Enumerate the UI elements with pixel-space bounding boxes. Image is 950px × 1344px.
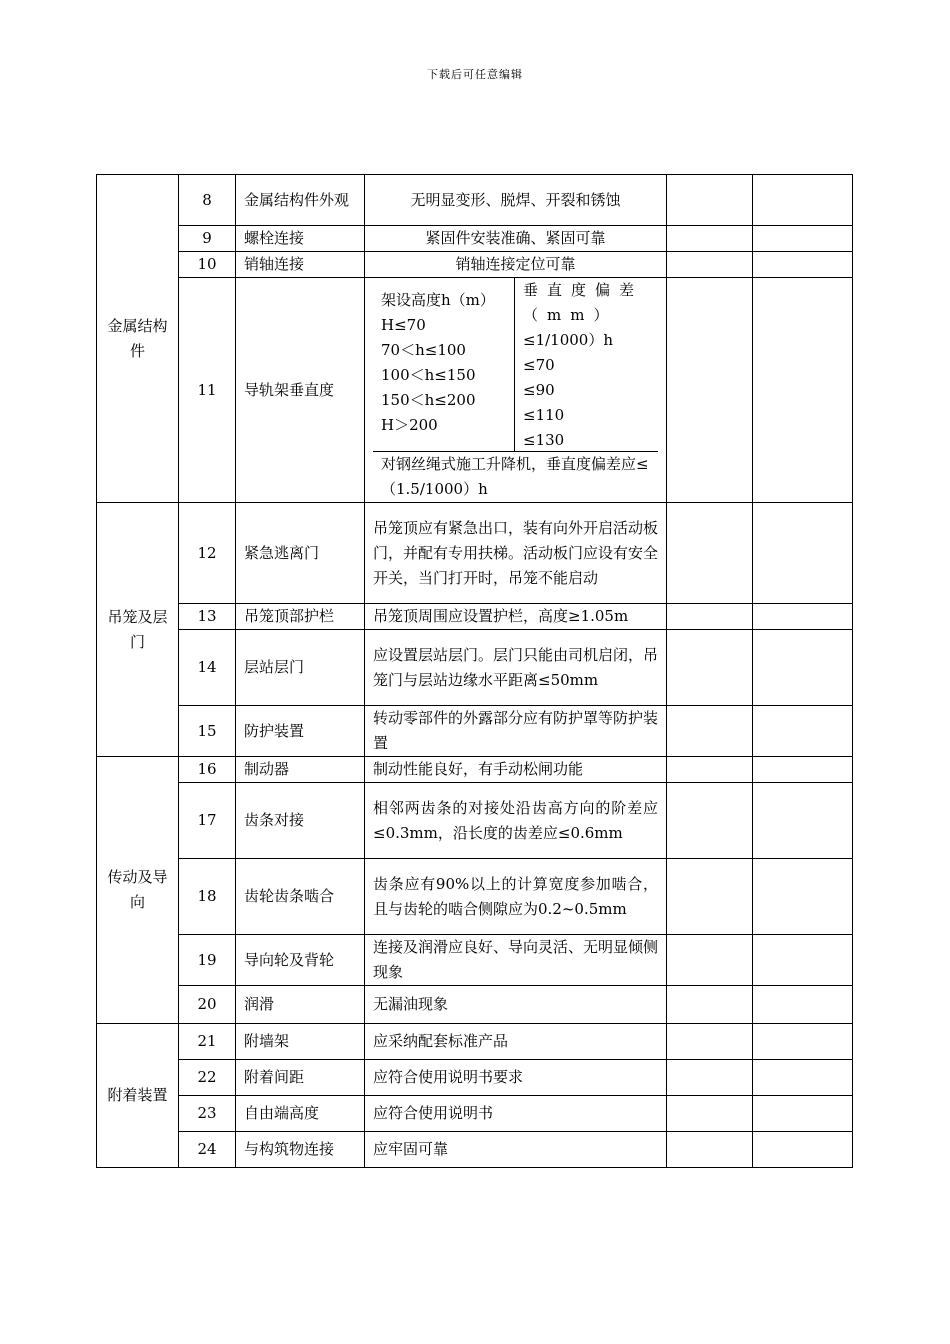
item-name: 层站层门 <box>236 630 365 706</box>
wire-rope-note: 对钢丝绳式施工升降机，垂直度偏差应≤（1.5/1000）h <box>373 451 658 502</box>
item-number: 16 <box>179 757 236 783</box>
height-value: H＞200 <box>381 416 438 434</box>
remark-cell <box>753 630 853 706</box>
result-cell <box>667 175 753 226</box>
item-number: 24 <box>179 1132 236 1168</box>
requirement-text: 制动性能良好，有手动松闸功能 <box>365 757 667 783</box>
remark-cell <box>753 1132 853 1168</box>
item-number: 12 <box>179 503 236 604</box>
item-number: 22 <box>179 1060 236 1096</box>
verticality-requirement <box>365 278 667 503</box>
result-cell <box>667 859 753 935</box>
requirement-text: 无漏油现象 <box>365 986 667 1024</box>
item-name: 齿轮齿条啮合 <box>236 859 365 935</box>
item-name: 金属结构件外观 <box>236 175 365 226</box>
deviation-value: ≤110 <box>523 406 565 424</box>
height-value: H≤70 <box>381 316 426 334</box>
item-name: 制动器 <box>236 757 365 783</box>
table-row <box>97 706 853 757</box>
item-name: 螺栓连接 <box>236 226 365 252</box>
item-name: 与构筑物连接 <box>236 1132 365 1168</box>
item-number: 9 <box>179 226 236 252</box>
remark-cell <box>753 278 853 503</box>
item-name: 导向轮及背轮 <box>236 935 365 986</box>
requirement-text: 应设置层站层门。层门只能由司机启闭，吊笼门与层站边缘水平距离≤50mm <box>365 630 667 706</box>
deviation-value: ≤1/1000）h <box>523 331 614 349</box>
result-cell <box>667 1024 753 1060</box>
table-row <box>97 757 853 783</box>
remark-cell <box>753 783 853 859</box>
height-value: 70＜h≤100 <box>381 341 466 359</box>
remark-cell <box>753 757 853 783</box>
remark-cell <box>753 859 853 935</box>
requirement-text: 应牢固可靠 <box>365 1132 667 1168</box>
item-number: 23 <box>179 1096 236 1132</box>
result-cell <box>667 1096 753 1132</box>
remark-cell <box>753 935 853 986</box>
category-cell: 金属结构件 <box>97 175 179 503</box>
result-cell <box>667 986 753 1024</box>
item-number: 18 <box>179 859 236 935</box>
deviation-value: ≤70 <box>523 356 555 374</box>
deviation-title: 垂直度偏差（mm） <box>523 281 644 324</box>
table-row <box>97 1024 853 1060</box>
header-note: 下载后可任意编辑 <box>427 68 523 81</box>
remark-cell <box>753 1060 853 1096</box>
table-row <box>97 630 853 706</box>
table-row <box>97 859 853 935</box>
table-row <box>97 1132 853 1168</box>
table-row <box>97 1096 853 1132</box>
item-name: 防护装置 <box>236 706 365 757</box>
result-cell <box>667 604 753 630</box>
item-name: 紧急逃离门 <box>236 503 365 604</box>
deviation-value: ≤130 <box>523 431 565 449</box>
remark-cell <box>753 604 853 630</box>
table-row <box>97 278 853 503</box>
item-number: 13 <box>179 604 236 630</box>
category-cell: 附着装置 <box>97 1024 179 1168</box>
category-cell: 吊笼及层门 <box>97 503 179 757</box>
requirement-text: 应符合使用说明书要求 <box>365 1060 667 1096</box>
result-cell <box>667 252 753 278</box>
table-row <box>97 604 853 630</box>
item-number: 15 <box>179 706 236 757</box>
inspection-table <box>96 174 853 1168</box>
item-name: 导轨架垂直度 <box>236 278 365 503</box>
item-name: 吊笼顶部护栏 <box>236 604 365 630</box>
item-name: 齿条对接 <box>236 783 365 859</box>
item-name: 附墙架 <box>236 1024 365 1060</box>
category-cell: 传动及导向 <box>97 757 179 1024</box>
height-value: 150＜h≤200 <box>381 391 476 409</box>
item-number: 11 <box>179 278 236 503</box>
item-number: 17 <box>179 783 236 859</box>
requirement-text: 应符合使用说明书 <box>365 1096 667 1132</box>
item-number: 20 <box>179 986 236 1024</box>
requirement-text: 无明显变形、脱焊、开裂和锈蚀 <box>365 175 667 226</box>
table-row <box>97 1060 853 1096</box>
requirement-text: 应采纳配套标准产品 <box>365 1024 667 1060</box>
requirement-text: 转动零部件的外露部分应有防护罩等防护装置 <box>365 706 667 757</box>
table-row <box>97 935 853 986</box>
remark-cell <box>753 226 853 252</box>
remark-cell <box>753 986 853 1024</box>
table-row <box>97 986 853 1024</box>
table-row <box>97 175 853 226</box>
remark-cell <box>753 1024 853 1060</box>
remark-cell <box>753 706 853 757</box>
result-cell <box>667 1060 753 1096</box>
remark-cell <box>753 175 853 226</box>
result-cell <box>667 706 753 757</box>
item-name: 销轴连接 <box>236 252 365 278</box>
item-name: 自由端高度 <box>236 1096 365 1132</box>
requirement-text: 吊笼顶周围应设置护栏，高度≥1.05m <box>365 604 667 630</box>
height-column <box>373 278 515 451</box>
result-cell <box>667 757 753 783</box>
item-number: 21 <box>179 1024 236 1060</box>
remark-cell <box>753 252 853 278</box>
result-cell <box>667 935 753 986</box>
result-cell <box>667 278 753 503</box>
result-cell <box>667 226 753 252</box>
requirement-text: 紧固件安装准确、紧固可靠 <box>365 226 667 252</box>
table-row <box>97 252 853 278</box>
deviation-column <box>515 278 658 451</box>
item-number: 8 <box>179 175 236 226</box>
result-cell <box>667 1132 753 1168</box>
table-row <box>97 503 853 604</box>
item-name: 润滑 <box>236 986 365 1024</box>
height-title: 架设高度h（m） <box>381 291 495 309</box>
deviation-value: ≤90 <box>523 381 555 399</box>
result-cell <box>667 503 753 604</box>
remark-cell <box>753 503 853 604</box>
item-number: 10 <box>179 252 236 278</box>
requirement-text: 齿条应有90%以上的计算宽度参加啮合，且与齿轮的啮合侧隙应为0.2~0.5mm <box>365 859 667 935</box>
table-row <box>97 226 853 252</box>
item-name: 附着间距 <box>236 1060 365 1096</box>
item-number: 19 <box>179 935 236 986</box>
height-value: 100＜h≤150 <box>381 366 476 384</box>
requirement-text: 连接及润滑应良好、导向灵活、无明显倾侧现象 <box>365 935 667 986</box>
remark-cell <box>753 1096 853 1132</box>
item-number: 14 <box>179 630 236 706</box>
table-row <box>97 783 853 859</box>
requirement-text: 相邻两齿条的对接处沿齿高方向的阶差应≤0.3mm，沿长度的齿差应≤0.6mm <box>365 783 667 859</box>
result-cell <box>667 630 753 706</box>
requirement-text: 吊笼顶应有紧急出口，装有向外开启活动板门，并配有专用扶梯。活动板门应设有安全开关，当门打开时，吊笼不能启动 <box>365 503 667 604</box>
result-cell <box>667 783 753 859</box>
requirement-text: 销轴连接定位可靠 <box>365 252 667 278</box>
